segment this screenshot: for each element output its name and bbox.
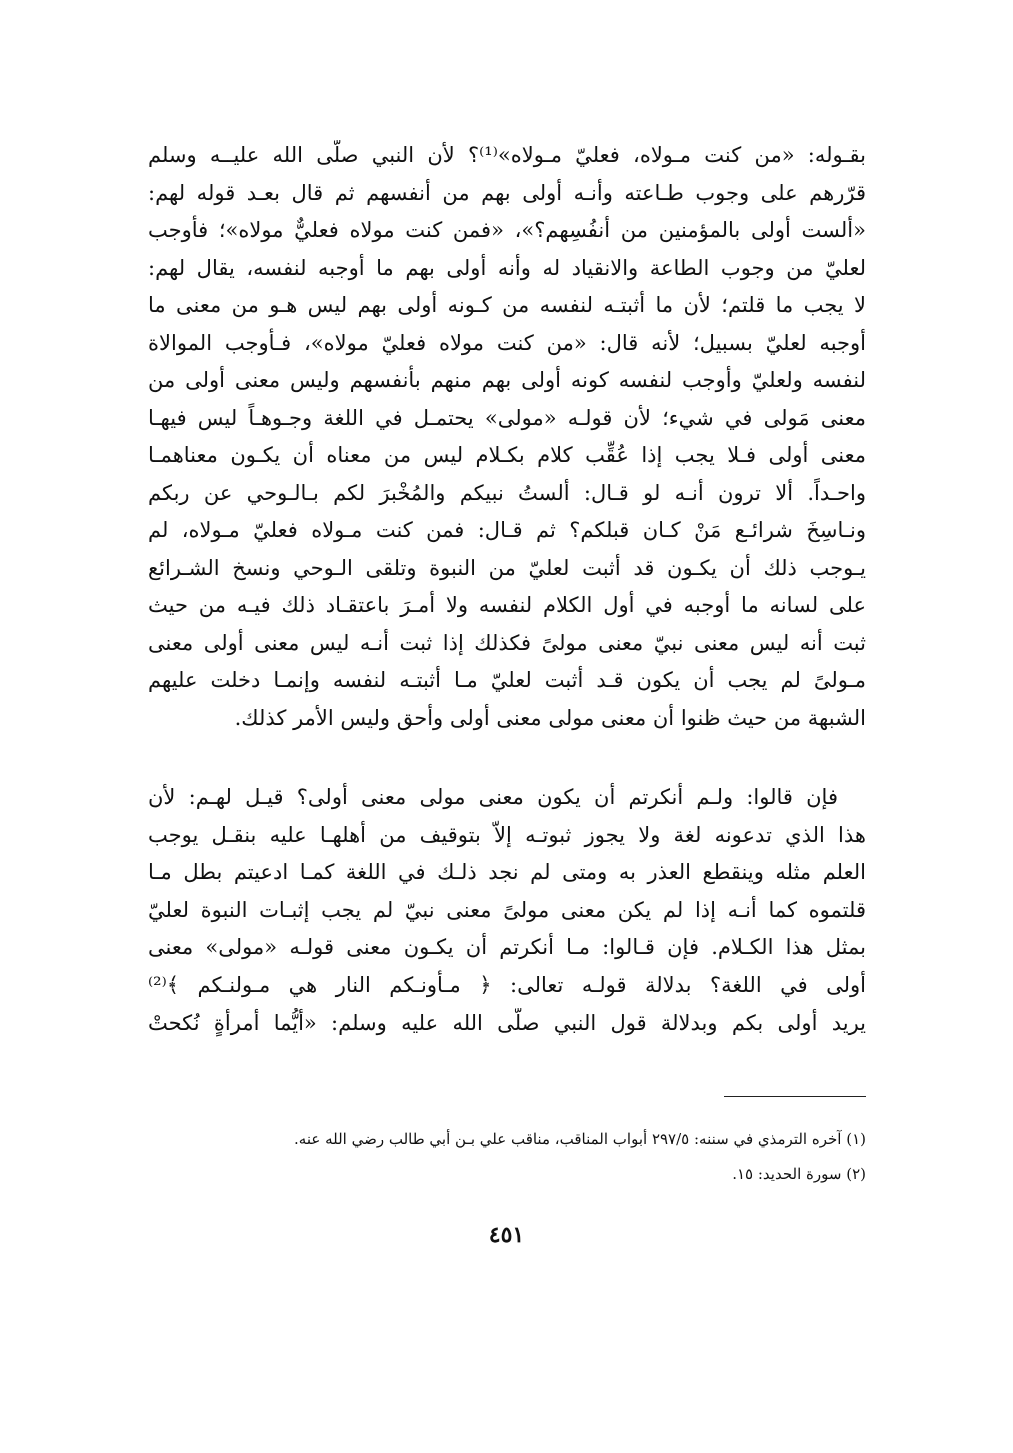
text-line: معنى مَولى في شيء؛ لأن قولـه «مولى» يحتمـل في اللغة وجـوهـاً ليس فيهـا [148, 405, 866, 430]
text-line: «ألست أولى بالمؤمنين من أنفُسِهم؟»، «فمن كنت مولاه فعليٌّ مولاه»؛ فأوجب [148, 218, 866, 242]
text-line: بمثل هذا الكـلام. فإن قـالوا: مـا أنكرتم أن يكـون معنى قولـه «مولى» معنى [148, 935, 866, 960]
footnote-2: (٢) سورة الحديد: ١٥. [732, 1165, 866, 1183]
text-line: لا يجب ما قلتم؛ لأن ما أثبتـه لنفسه من كـونه أولى بهم ليس هـو من معنى ما [148, 293, 866, 317]
text-line: معنى أولى فـلا يجب إذا عُقِّب كلام بكـلام ليس من معناه أن يكـون معناهمـا [148, 443, 866, 467]
text-line: قرّرهم على وجوب طـاعته وأنـه أولى بهم من أنفسهم ثم قال بعـد قوله لهم: [148, 180, 866, 205]
text-line: لنفسه ولعليّ وأوجب لنفسه كونه أولى بهم منهم بأنفسهم وليس معنى أولى من [148, 368, 866, 392]
text-line: على لسانه ما أوجبه في أول الكلام لنفسه ولا أمـرَ باعتقـاد ذلك فيـه من حيث [148, 593, 866, 617]
page-number: ٤٥١ [488, 1222, 525, 1248]
text-line: هذا الذي تدعونه لغة ولا يجوز ثبوتـه إلاّ بتوقيف من أهلهـا عليه بنقـل يوجب [148, 822, 866, 847]
text-line: لعليّ من وجوب الطاعة والانقياد له وأنه أولى بهم ما أوجبه لنفسه، يقال لهم: [148, 255, 866, 280]
text-line: واحـداً. ألا ترون أنـه لو قـال: ألستُ نبيكم والمُخْبرَ لكم بـالـوحي عن ربكم [148, 480, 866, 505]
text-line: ونـاسِخَ شرائـع مَنْ كـان قبلكم؟ ثم قـال: فمن كنت مـولاه فعليّ مـولاه، لم [148, 518, 866, 542]
text-line: العلم مثله وينقطع العذر به ومتى لم نجد ذلـك في اللغة كمـا ادعيتم بطل مـا [148, 860, 866, 885]
footnote-divider [724, 1096, 866, 1097]
text-line: مـولىً لم يجب أن يكون قـد أثبت لعليّ مـا أثبتـه لنفسه وإنمـا دخلت عليهم [148, 668, 866, 692]
text-line: أولى في اللغة؟ بدلالة قولـه تعالى: ﴿ مـأونـكم النار هي مـولنـكم ﴾⁽²⁾ [148, 973, 866, 997]
text-line: بقـوله: «من كنت مـولاه، فعليّ مـولاه»⁽¹⁾؟ لأن النبي صلّى الله عليــه وسلم [148, 143, 866, 167]
footnote-1: (١) آخره الترمذي في سننه: ٢٩٧/٥ أبواب المناقب، مناقب علي بـن أبي طالب رضي الله عنه. [294, 1130, 866, 1148]
text-line: يريد أولى بكم وبدلالة قول النبي صلّى الله عليه وسلم: «أيُّما أمرأةٍ نُكحتْ [148, 1010, 866, 1035]
text-line: أوجبه لعليّ بسبيل؛ لأنه قال: «من كنت مولاه فعليّ مولاه»، فـأوجب الموالاة [148, 330, 866, 355]
text-line: قلتموه كما أنـه إذا لم يكن معنى مولىً معنى نبيّ لم يجب إثبـات النبوة لعليّ [148, 897, 866, 922]
text-line: فإن قالوا: ولـم أنكرتم أن يكون معنى مولى معنى أولى؟ قيـل لهـم: لأن [148, 785, 838, 809]
text-line: يـوجب ذلك أن يكـون قد أثبت لعليّ من النبوة وتلقى الـوحي ونسخ الشـرائع [148, 555, 866, 580]
text-line: ثبت أنه ليس معنى نبيّ معنى مولىً فكذلك إذا ثبت أنـه ليس معنى أولى معنى [148, 630, 866, 655]
text-line: الشبهة من حيث ظنوا أن معنى مولى معنى أولى وأحق وليس الأمر كذلك. [234, 705, 866, 730]
